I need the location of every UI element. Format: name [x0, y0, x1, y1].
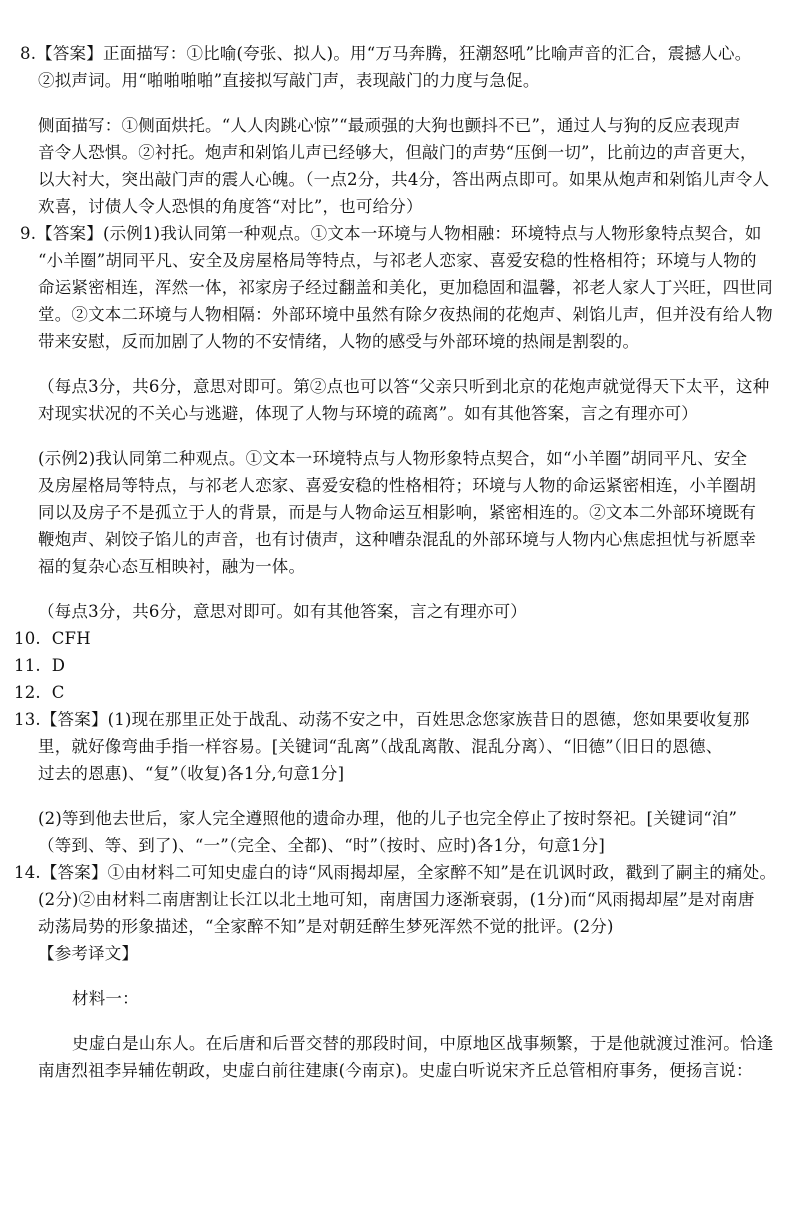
answer-9-scoring-note-2 [0, 598, 800, 625]
text-line: （每点3分，共6分，意思对即可。如有其他答案，言之有理亦可） [38, 602, 527, 621]
text-line: 福的复杂心态互相映衬，融为一体。 [38, 557, 306, 576]
text-line: 10. CFH [14, 629, 91, 648]
answer-9-example-2 [0, 445, 800, 580]
text-line: “小羊圈”胡同平凡、安全及房屋格局等特点，与祁老人恋家、喜爱安稳的性格相符；环境与人物的 [38, 251, 757, 270]
text-line: 材料一： [72, 989, 139, 1008]
text-line: 史虚白是山东人。在后唐和后晋交替的那段时间，中原地区战事频繁，于是他就渡过淮河。恰逢 [72, 1034, 774, 1053]
text-line: 对现实状况的不关心与逃避，体现了人物与环境的疏离”。如有其他答案，言之有理亦可） [38, 404, 698, 423]
text-line: （等到、等、到了)、“一”（完全、全都)、“时”（按时、应时)各1分，句意1分] [38, 836, 605, 855]
text-line: 以大衬大，突出敲门声的震人心魄。（一点2分，共4分，答出两点即可。如果从炮声和剁馅儿声令人 [38, 170, 770, 189]
answer-8-front-description [0, 40, 800, 94]
answer-12-choice [0, 679, 800, 706]
section-heading: 【参考译文】 [38, 944, 139, 963]
text-line: 及房屋格局等特点，与祁老人恋家、喜爱安稳的性格相符；环境与人物的命运紧密相连，小羊圈胡 [38, 476, 757, 495]
answer-8-side-description [0, 112, 800, 220]
text-line: 过去的恩惠)、“复”（收复)各1分,句意1分] [38, 764, 345, 783]
text-line: 侧面描写：①侧面烘托。“人人肉跳心惊”“最顽强的大狗也颤抖不已”，通过人与狗的反应表现声 [38, 116, 741, 135]
material-one-label [0, 985, 800, 1012]
text-line: 堂。②文本二环境与人物相隔：外部环境中虽然有除夕夜热闹的花炮声、剁馅儿声，但并没有给人物 [38, 305, 773, 324]
answer-10-choice [0, 625, 800, 652]
text-line: 8.【答案】正面描写：①比喻(夸张、拟人)。用“万马奔腾，狂潮怒吼”比喻声音的汇合，震撼人心。 [20, 44, 752, 63]
text-line: (2分)②由材料二南唐割让长江以北土地可知，南唐国力逐渐衰弱，(1分)而“风雨揭却屋”是对南唐 [38, 890, 755, 909]
text-line: 欢喜，讨债人令人恐惧的角度答“对比”，也可给分） [38, 197, 423, 216]
text-line: 音令人恐惧。②衬托。炮声和剁馅儿声已经够大，但敲门的声势“压倒一切”，比前边的声音更大， [38, 143, 757, 162]
answer-13-sentence-1 [0, 706, 800, 787]
text-line: 带来安慰，反而加剧了人物的不安情绪，人物的感受与外部环境的热闹是割裂的。 [38, 332, 640, 351]
text-line: ②拟声词。用“啪啪啪啪”直接拟写敲门声，表现敲门的力度与急促。 [38, 71, 540, 90]
answer-item-12 [0, 679, 800, 706]
answer-9-example-1 [0, 220, 800, 355]
material-one-paragraph [0, 1030, 800, 1084]
answer-item-10 [0, 625, 800, 652]
text-line: 鞭炮声、剁饺子馅儿的声音，也有讨债声，这种嘈杂混乱的外部环境与人物内心焦虑担忧与祈愿幸 [38, 530, 757, 549]
text-line: 里，就好像弯曲手指一样容易。[关键词“乱离”（战乱离散、混乱分离）、“旧德”（旧日的恩德、 [38, 737, 723, 756]
answer-9-scoring-note-1 [0, 373, 800, 427]
translation-header [0, 940, 800, 967]
answer-item-11 [0, 652, 800, 679]
text-line: 同以及房子不是孤立于人的背景，而是与人物命运互相影响，紧密相连的。②文本二外部环境既有 [38, 503, 757, 522]
text-line: 动荡局势的形象描述，“全家醉不知”是对朝廷醉生梦死浑然不觉的批评。(2分) [38, 917, 614, 936]
text-line: 13.【答案】(1)现在那里正处于战乱、动荡不安之中，百姓思念您家族昔日的恩德，您如果要收复那 [14, 710, 750, 729]
answer-item-8 [0, 40, 800, 220]
text-line: 9.【答案】(示例1)我认同第一种观点。①文本一环境与人物相融：环境特点与人物形象特点契合，如 [20, 224, 762, 243]
text-line: 12. C [14, 683, 65, 702]
text-line: （每点3分，共6分，意思对即可。第②点也可以答“父亲只听到北京的花炮声就觉得天下太平，这种 [38, 377, 770, 396]
text-line: (示例2)我认同第二种观点。①文本一环境特点与人物形象特点契合，如“小羊圈”胡同平凡、安全 [38, 449, 748, 468]
text-line: 11. D [14, 656, 66, 675]
text-line: 14.【答案】①由材料二可知史虚白的诗“风雨揭却屋，全家醉不知”是在讥讽时政，戳到了嗣主的痛处。 [14, 863, 777, 882]
answer-item-9 [0, 220, 800, 625]
text-line: 命运紧密相连，浑然一体，祁家房子经过翻盖和美化，更加稳固和温馨，祁老人家人丁兴旺，四世同 [38, 278, 773, 297]
text-line: 南唐烈祖李异辅佐朝政，史虚白前往建康(今南京)。史虚白听说宋齐丘总管相府事务，便扬言说： [38, 1061, 753, 1080]
answer-13-sentence-2 [0, 805, 800, 859]
reference-translation [0, 940, 800, 1084]
answer-item-13 [0, 706, 800, 859]
answer-11-choice [0, 652, 800, 679]
answer-item-14 [0, 859, 800, 940]
answer-14-analysis [0, 859, 800, 940]
text-line: (2)等到他去世后，家人完全遵照他的遗命办理，他的儿子也完全停止了按时祭祀。[关键词“洎” [38, 809, 738, 828]
